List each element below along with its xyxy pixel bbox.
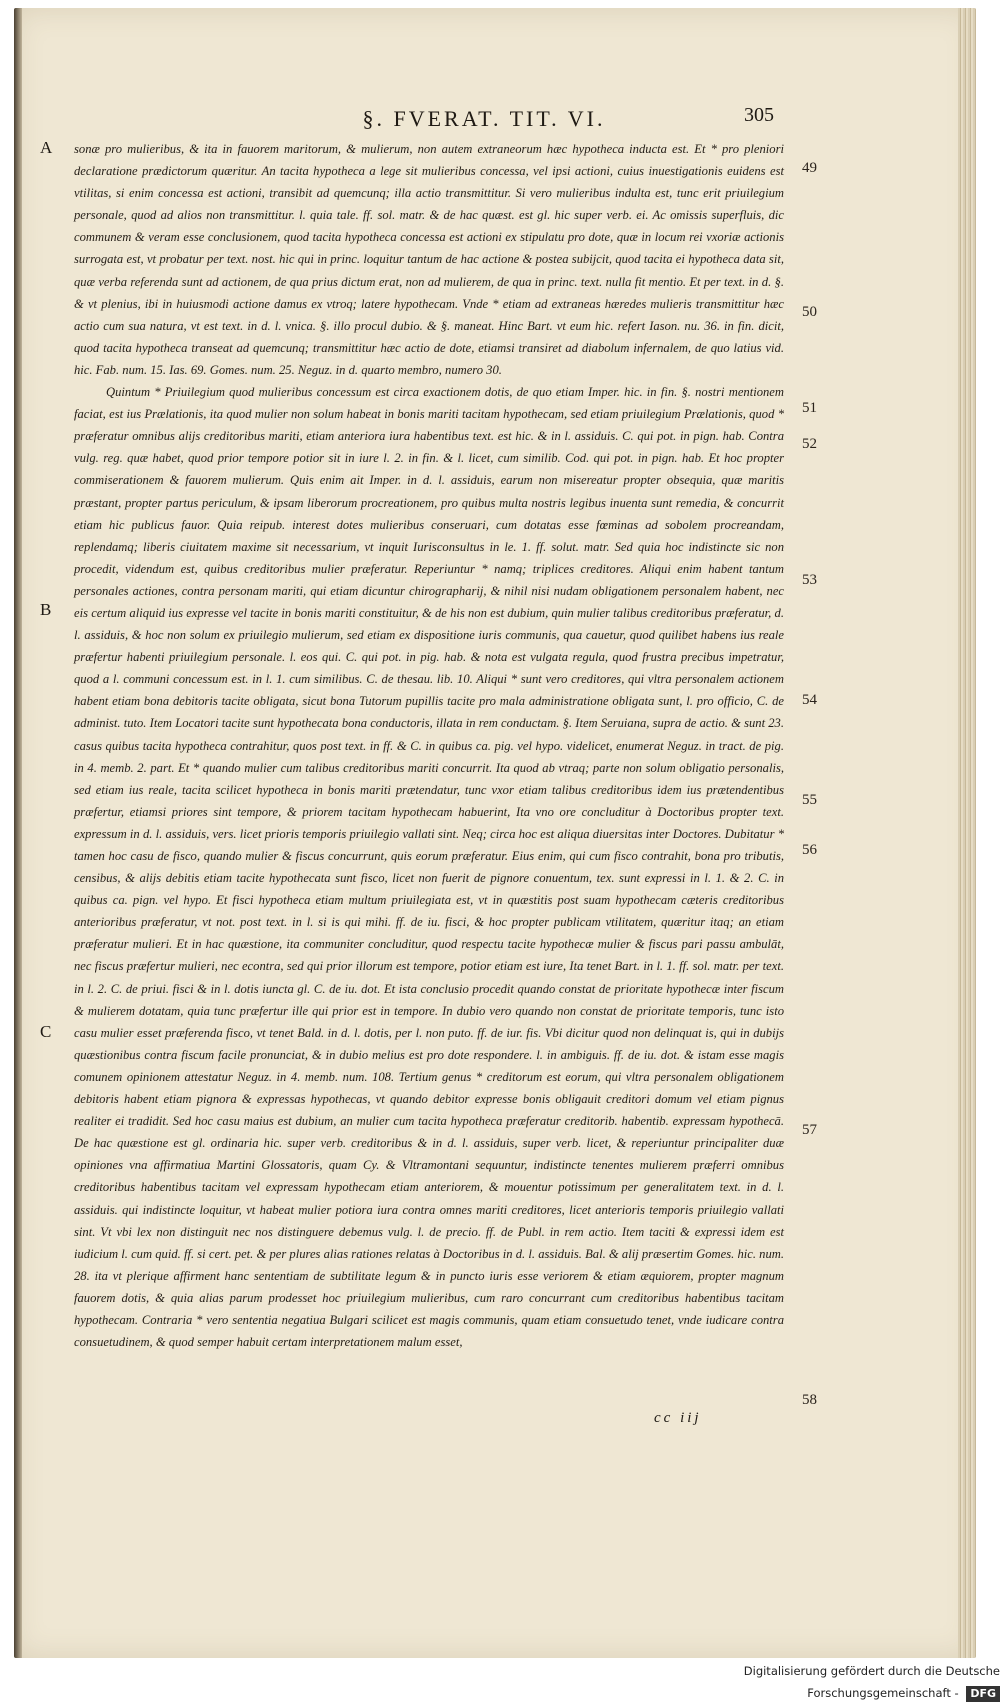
dfg-logo: DFG xyxy=(966,1686,1000,1702)
margin-number: 54 xyxy=(802,692,817,708)
margin-number: 50 xyxy=(802,304,817,320)
section-letter-b: B xyxy=(40,600,52,619)
paragraph: Quintum * Priuilegium quod mulieribus concessum est circa exactionem dotis, de quo etiam Imper. hic. in fin. §. nostri mentionem faciat, est ius Prælationis, ita quod mulier non solum habeat in bonis mariti tacitam hypothecam, sed etiam priuilegium Prælationis, quod * præferatur omnibus alijs creditoribus mariti, etiam anteriora iura habentibus text. est hic. & in l. assiduis. C. qui pot. in pign. hab. Contra vulg. reg. quæ habet, quod prior tempore potior sit in iure l. 2. in fin. & l. licet, cum similib. Cod. qui pot. in pign. hab. Et hoc propter commiserationem & fauorem mulierum. Quis enim ait Imper. in d. l. assiduis, earum non misereatur propter obsequia, quæ maritis præstant, propter partus periculum, & ipsam liberorum procreationem, pro quibus multa nostris legibus inuenta sunt remedia, & concurrit etiam hic publicus fauor. Quia reipub. interest dotes mulieribus conseruari, cum dotatas esse fœminas ad sobolem procreandam, replendamq; liberis ciuitatem maxime sit necessarium, vt inquit Iurisconsultus in le. 1. ff. solut. matr. Sed quia hoc indistincte sic non procedit, videndum est, quibus creditoribus mulier præferatur. Reperiuntur * namq; triplices creditores. Aliqui enim habent tantum personales actiones, contra personam mariti, qui etiam dicuntur chirographarij, & nihil nisi nudam obligationem personalem habent, nec eis certum aliquid ius expresse vel tacite in bonis mariti constituitur, & de his non est dubium, quin mulier talibus creditoribus præferatur, d. l. assiduis, & hoc non solum ex priuilegio mulierum, sed etiam ex dispositione iuris communis, qua cauetur, quod quilibet habens ius reale præfertur habenti priuilegium personale. l. eos qui. C. qui pot. in pig. hab. & nota est vulgata regula, quod frustra precibus impetratur, quod a l. communi concessum est. in l. 1. cum similibus. C. de thesau. lib. 10. Aliqui * sunt vero creditores, qui vltra personalem actionem habent etiam bona debitoris tacite obligata, sicut bona Tutorum pupillis tacite pro mala administratione obligata sunt, l. pro officio, C. de administ. tuto. Item Locatori tacite sunt hypothecata bona conductoris, illata in rem conductam. §. Item Seruiana, supra de actio. & sunt 23. casus quibus tacita hypotheca contrahitur, quos post text. in ff. & C. in quibus ca. pig. vel hypo. videlicet, enumerat Neguz. in tract. de pig. in 4. memb. 2. part. Et * quando mulier cum talibus creditoribus mariti concurrit. Ita quod ab vtraq; parte non solum obligatio personalis, sed etiam ius reale, tacita scilicet hypotheca in bonis mariti prætendatur, tunc vxor etiam talibus creditoribus idem ius prætendentibus præfertur, etiamsi priores sint tempore, & priorem tacitam hypothecam habuerint, Ita vno ore concluditur à Doctoribus propter text. expressum in d. l. assiduis, vers. licet prioris temporis priuilegio vallati sint. Neq; circa hoc est aliqua diuersitas inter Doctores. Dubitatur * tamen hoc casu de fisco, quando mulier & fiscus concurrunt, quis eorum præferatur. Eius enim, qui cum fisco contrahit, bona pro tributis, censibus, & alijs debitis etiam tacite hypothecata sunt fisco, licet non fuerit de pignore conuentum, tex. sunt expressi in l. 1. & 2. C. in quibus ca. pign. vel hypo. Et fisci hypotheca etiam multum priuilegiata est, vt in quæstitis post suam hypothecam cæteris creditoribus anterioribus præferatur, vt not. post text. in l. si is qui mihi. ff. de iu. fisci, & hoc propter publicam vtilitatem, quæritur itaq; an etiam præferatur mulieri. Et in hac quæstione, ita communiter concluditur, quod respectu tacite hypothecæ mulier & fiscus pari passu ambulāt, nec fiscus præfertur mulieri, nec econtra, sed qui prior illorum est tempore, potior etiam est iure, Ita tenet Bart. in l. 1. ff. sol. matr. per text. in l. 2. C. de priui. fisci & in l. dotis iuncta gl. C. de iu. dot. Et ista conclusio procedit quando constat de prioritate hypothecæ inter fiscum & mulierem dotatam, quia tunc præfertur ille qui prior est in tempore. In dubio vero quando non constat de prioritate temporis, tunc isto casu mulier esset præferenda fisco, vt tenet Bald. in d. l. dotis, per l. non puto. ff. de iur. fis. Vbi dicitur quod non delinquat is, qui in dubijs quæstionibus contra fiscum facile pronunciat, & in dubio melius est pro dote respondere. l. in ambiguis. ff. de iu. dot. & istam esse magis comunem opinionem attestatur Neguz. in 4. memb. num. 108. Tertium genus * creditorum est eorum, qui vltra personalem obligationem debitoris habent etiam pignora & expressas hypothecas, vt quando debitor expresse bonis obligauit creditori domum vel etiam pignus realiter ei tradidit. Sed hoc casu maius est dubium, an mulier cum tacita hypotheca præferatur creditorib. habentib. expressam hypothecā. De hac quæstione est gl. ordinaria hic. super verb. creditoribus & in d. l. assiduis, super verb. licet, & reperiuntur principaliter duæ opiniones vna affirmatiua Martini Glossatoris, quam Cy. & Vltramontani sequuntur, indistincte tenentes mulierem præferri omnibus creditoribus habentibus tacitam vel expressam hypothecam etiam anteriorem, & mouentur potissimum per generalitatem text. in d. l. assiduis. qui indistincte loquitur, vt habeat mulier potiora iura contra omnes mariti creditores, licet anterioris temporis priuilegio vallati sint. Vt vbi lex non distinguit nec nos distinguere debemus vulg. l. de precio. ff. de Publ. in rem actio. Item taciti & expressi idem est iudicium l. cum quid. ff. si cert. pet. & per plures alias rationes relatas à Doctoribus in d. l. assiduis. Bal. & alij præsertim Gomes. hic. num. 28. ita vt plerique affirment hanc sententiam de subtilitate legum & in puncto iuris esse veriorem & etiam æquiorem, propter magnum fauorem dotis, & quia alias parum prodesset hoc priuilegium mulieribus, cum raro concurrant cum creditoribus habentibus tacitam hypothecam. Contraria * vero sententia negatiua Bulgari scilicet est magis communis, quam etiam consuetudo tenet, vnde iudicare contra consuetudinem, & quod semper habuit certam interpretationem malum esset, xyxy=(74,385,784,1350)
footer-text: Digitalisierung gefördert durch die Deutsche Forschungsgemeinschaft - xyxy=(743,1664,1000,1700)
body-text xyxy=(74,138,784,1408)
signature-mark: cc iij xyxy=(654,1410,702,1426)
margin-number: 57 xyxy=(802,1122,817,1138)
margin-number: 56 xyxy=(802,842,817,858)
margin-number: 49 xyxy=(802,160,817,176)
footer-credit xyxy=(600,1660,1000,1700)
paragraph: sonæ pro mulieribus, & ita in fauorem maritorum, & mulierum, non autem extraneorum hæc hypotheca inducta est. Et * pro pleniori declaratione prædictorum quæritur. An tacita hypotheca a lege sit mulieribus concessa, vel ipsi actioni, cuius inuestigationis euidens est vtilitas, si enim concessa est actioni, transibit ad quemcunq; illa actio transmittitur. Si vero mulieribus indulta est, tunc erit priuilegium personale, quod ad alios non transmittitur. l. quia tale. ff. sol. matr. & de hac quæst. est gl. hic super verb. ei. Ac omissis superfluis, dic communem & veram esse conclusionem, quod tacita hypotheca concessa est actioni ex stipulatu pro dote, quæ in locum rei vxoriæ actionis surrogata est, vt probatur per text. nost. hic qui in princ. loquitur tantum de hac actione & postea subijcit, quod tacita ei hypotheca data sit, quæ verba referenda sunt ad actionem, de qua prius dictum erat, non ad mulierem, de qua in princ. text. nulla fit mentio. Et per text. in d. §. & vt plenius, ibi in huiusmodi actione damus ex vtroq; latere hypothecam. Vnde * etiam ad extraneas hæredes mulieris transmittitur hæc actio cum sua natura, vt est text. in d. l. vnica. §. illo procul dubio. & §. maneat. Hinc Bart. vt eum hic. refert Iason. nu. 36. in fin. dicit, quod tacita hypotheca transeat ad quemcunq; transmittitur hæc actio de dote, etiamsi transiret ad diabolum infernalem, de quo latius vid. hic. Fab. num. 15. Ias. 69. Gomes. num. 25. Neguz. in d. quarto membro, numero 30. xyxy=(74,142,784,377)
margin-number: 53 xyxy=(802,572,817,588)
margin-number: 51 xyxy=(802,400,817,416)
section-letter-a: A xyxy=(40,138,53,157)
page-edge xyxy=(958,8,976,1658)
running-head: §. FVERAT. TIT. VI. xyxy=(362,106,606,131)
margin-number: 58 xyxy=(802,1392,817,1408)
margin-number: 52 xyxy=(802,436,817,452)
book-page xyxy=(14,8,976,1658)
margin-number: 55 xyxy=(802,792,817,808)
section-letter-c: C xyxy=(40,1022,52,1041)
page-gutter xyxy=(14,8,22,1658)
page-number: 305 xyxy=(744,104,774,126)
